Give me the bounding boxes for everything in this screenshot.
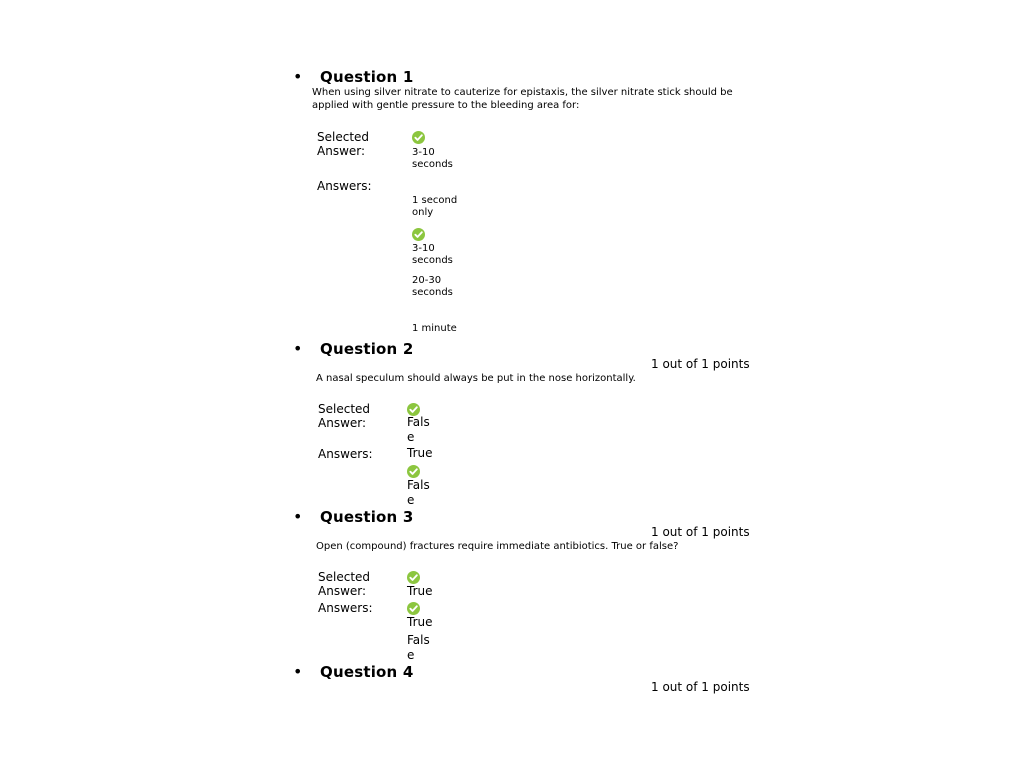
question-2-answer-1: True: [407, 446, 433, 460]
question-3-points: 1 out of 1 points: [651, 525, 750, 539]
question-3-bullet: •: [293, 507, 303, 526]
question-3-answer-1: True: [407, 615, 433, 629]
question-3-title: Question 3: [320, 508, 414, 526]
question-1-answer-1: 1 second only: [412, 195, 458, 218]
question-3-answer-2: False: [407, 633, 430, 662]
question-2-answers-label: Answers:: [318, 447, 373, 461]
question-1-bullet: •: [293, 67, 303, 86]
question-1-selected-answer: 3-10 seconds: [412, 147, 453, 170]
question-1-title: Question 1: [320, 68, 414, 86]
question-1-answer-2: 3-10 seconds: [412, 243, 453, 266]
question-2-points: 1 out of 1 points: [651, 357, 750, 371]
question-1-answer-3: 20-30 seconds: [412, 275, 453, 298]
question-4-title: Question 4: [320, 663, 414, 681]
question-3-answers-label: Answers:: [318, 601, 373, 615]
question-2-title: Question 2: [320, 340, 414, 358]
question-3-selected-label: Selected Answer:: [318, 570, 371, 598]
check-circle-icon: [407, 465, 420, 478]
question-2-text: A nasal speculum should always be put in the nose horizontally.: [316, 373, 636, 384]
check-circle-icon: [412, 228, 425, 241]
check-circle-icon: [412, 131, 425, 144]
question-2-selected-label: Selected Answer:: [318, 402, 371, 430]
question-1-text: When using silver nitrate to cauterize for epistaxis, the silver nitrate stick should be applied with gentle pressure to the bleeding area for:: [312, 87, 733, 111]
question-1-answers-label: Answers:: [317, 179, 372, 193]
check-circle-icon: [407, 602, 420, 615]
check-circle-icon: [407, 571, 420, 584]
question-2-bullet: •: [293, 339, 303, 358]
question-1-answer-4: 1 minute: [412, 323, 457, 334]
question-4-points: 1 out of 1 points: [651, 680, 750, 694]
question-3-selected-answer: True: [407, 584, 433, 598]
question-4-bullet: •: [293, 662, 303, 681]
question-2-selected-answer: False: [407, 415, 430, 444]
question-1-selected-label: Selected Answer:: [317, 130, 370, 158]
question-3-text: Open (compound) fractures require immediate antibiotics. True or false?: [316, 541, 679, 552]
question-2-answer-2: False: [407, 478, 430, 507]
